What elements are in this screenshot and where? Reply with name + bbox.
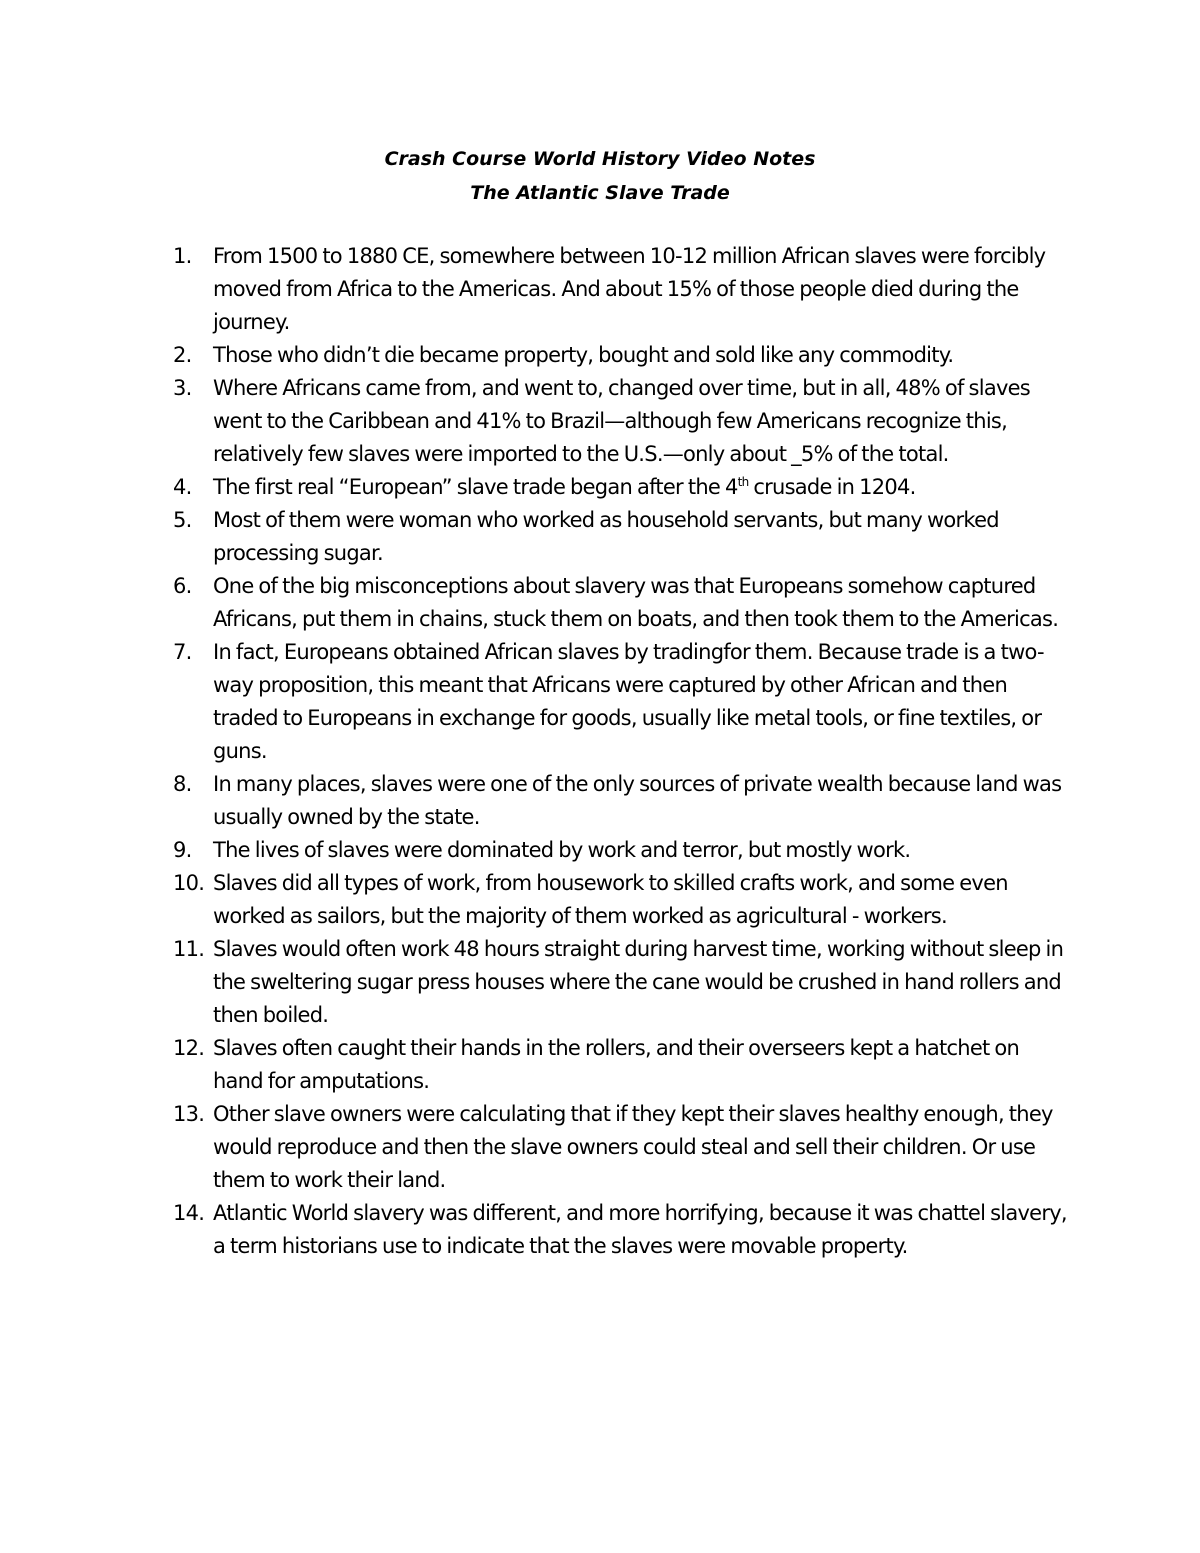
- note-text: Where Africans came from, and went to, changed over time, but in all, 48% of slaves went to the Caribbean and 41% to Brazil—although few Americans recognize this, relatively few slaves were imported to the U.S.—only about _5% of the total.: [213, 376, 1030, 466]
- note-number: 7.: [173, 640, 192, 664]
- document-subtitle: The Atlantic Slave Trade: [470, 182, 730, 204]
- note-item: [173, 240, 1073, 339]
- note-number: 1.: [173, 244, 192, 268]
- note-number: 12.: [173, 1036, 205, 1060]
- note-text: Atlantic World slavery was different, and more horrifying, because it was chattel slavery, a term historians use to indicate that the slaves were movable property.: [213, 1201, 1067, 1258]
- note-text: Those who didn’t die became property, bought and sold like any commodity.: [213, 343, 954, 367]
- ordinal-superscript: th: [737, 475, 749, 489]
- note-item: [173, 504, 1073, 570]
- note-text: In fact, Europeans obtained African slaves by tradingfor them. Because trade is a two-way proposition, this meant that Africans were captured by other African and then traded to Europeans in exchange for goods, usually like metal tools, or fine textiles, or guns.: [213, 640, 1044, 763]
- note-number: 10.: [173, 871, 205, 895]
- note-item: [173, 768, 1073, 834]
- note-item: [173, 372, 1073, 471]
- note-number: 9.: [173, 838, 192, 862]
- note-number: 13.: [173, 1102, 205, 1126]
- note-item: [173, 933, 1073, 1032]
- note-item: [173, 1197, 1073, 1263]
- note-item: [173, 1098, 1073, 1197]
- note-item: [173, 834, 1073, 867]
- note-item: [173, 339, 1073, 372]
- note-number: 4.: [173, 475, 192, 499]
- note-number: 3.: [173, 376, 192, 400]
- note-text: From 1500 to 1880 CE, somewhere between 10-12 million African slaves were forcibly moved from Africa to the Americas. And about 15% of those people died during the journey.: [213, 244, 1046, 334]
- note-item: [173, 1032, 1073, 1098]
- note-text: In many places, slaves were one of the only sources of private wealth because land was usually owned by the state.: [213, 772, 1062, 829]
- note-text: Slaves often caught their hands in the rollers, and their overseers kept a hatchet on hand for amputations.: [213, 1036, 1020, 1093]
- note-text-part: The first real “European” slave trade began after the 4: [213, 475, 738, 499]
- note-item: [173, 867, 1073, 933]
- note-number: 6.: [173, 574, 192, 598]
- document-title: Crash Course World History Video Notes: [384, 148, 816, 170]
- notes-list: [173, 240, 1073, 1263]
- note-text: Other slave owners were calculating that if they kept their slaves healthy enough, they would reproduce and then the slave owners could steal and sell their children. Or use them to work their land.: [213, 1102, 1053, 1192]
- note-text: The lives of slaves were dominated by work and terror, but mostly work.: [213, 838, 911, 862]
- note-item: [173, 636, 1073, 768]
- note-item: [173, 570, 1073, 636]
- note-text-part: crusade in 1204.: [748, 475, 916, 499]
- note-number: 14.: [173, 1201, 205, 1225]
- note-text: [213, 471, 1073, 504]
- note-number: 8.: [173, 772, 192, 796]
- note-number: 5.: [173, 508, 192, 532]
- title-block: [0, 142, 1200, 210]
- note-text: Most of them were woman who worked as household servants, but many worked processing sugar.: [213, 508, 999, 565]
- note-text: Slaves would often work 48 hours straight during harvest time, working without sleep in the sweltering sugar press houses where the cane would be crushed in hand rollers and then boiled.: [213, 937, 1064, 1027]
- note-item: [173, 471, 1073, 504]
- note-number: 11.: [173, 937, 205, 961]
- note-text: Slaves did all types of work, from housework to skilled crafts work, and some even worked as sailors, but the majority of them worked as agricultural - workers.: [213, 871, 1008, 928]
- note-text: One of the big misconceptions about slavery was that Europeans somehow captured Africans, put them in chains, stuck them on boats, and then took them to the Americas.: [213, 574, 1059, 631]
- note-number: 2.: [173, 343, 192, 367]
